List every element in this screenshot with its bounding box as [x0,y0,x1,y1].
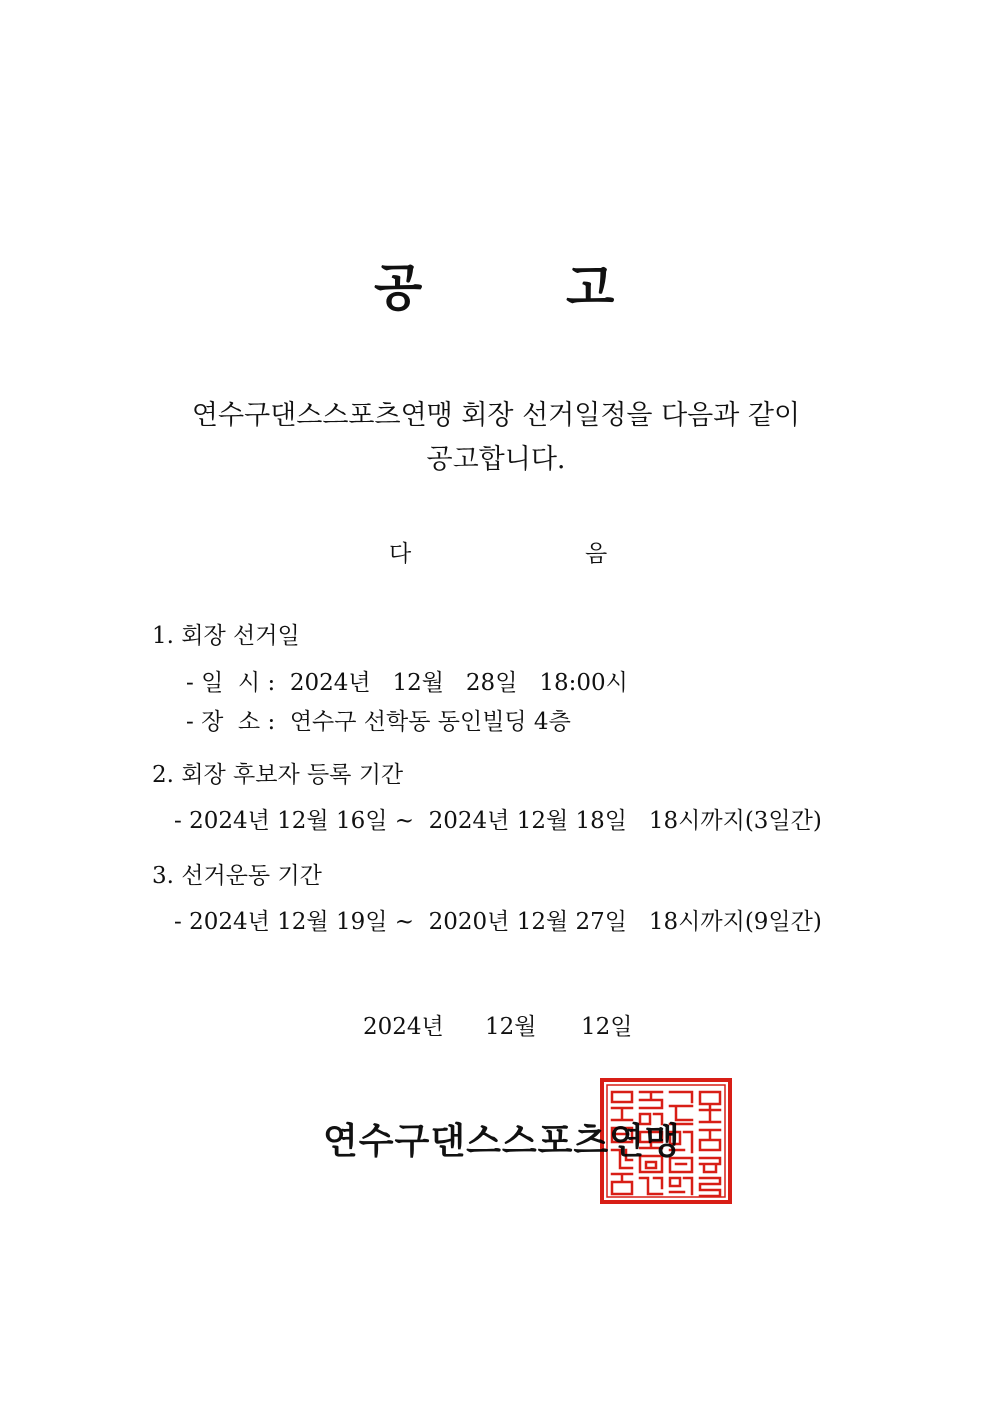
official-seal-icon [600,1078,732,1204]
section-heading: 2. 회장 후보자 등록 기간 [152,762,404,788]
section-row-datetime: - 일 시 : 2024년 12월 28일 18:00시 [186,670,628,696]
date-month: 12월 [485,1014,537,1040]
section-row-location: - 장 소 : 연수구 선학동 동인빌딩 4층 [186,709,571,735]
daeum-char: 다 [389,541,412,567]
intro-line: 공고합니다. [426,444,566,475]
section-heading: 3. 선거운동 기간 [152,863,322,889]
section-row-period: - 2024년 12월 19일 ~ 2020년 12월 27일 18시까지(9일간) [174,909,822,935]
section-row-period: - 2024년 12월 16일 ~ 2024년 12월 18일 18시까지(3일간) [174,808,822,834]
date-day: 12일 [581,1014,633,1040]
title-char: 공 [374,258,423,317]
intro-line: 연수구댄스스포츠연맹 회장 선거일정을 다음과 같이 [191,400,801,431]
date-year: 2024년 [363,1014,444,1040]
organization-name: 연수구댄스스포츠연맹 [323,1120,681,1162]
daeum-char: 음 [585,541,608,567]
section-heading: 1. 회장 선거일 [152,623,300,649]
title-char: 고 [566,258,615,317]
